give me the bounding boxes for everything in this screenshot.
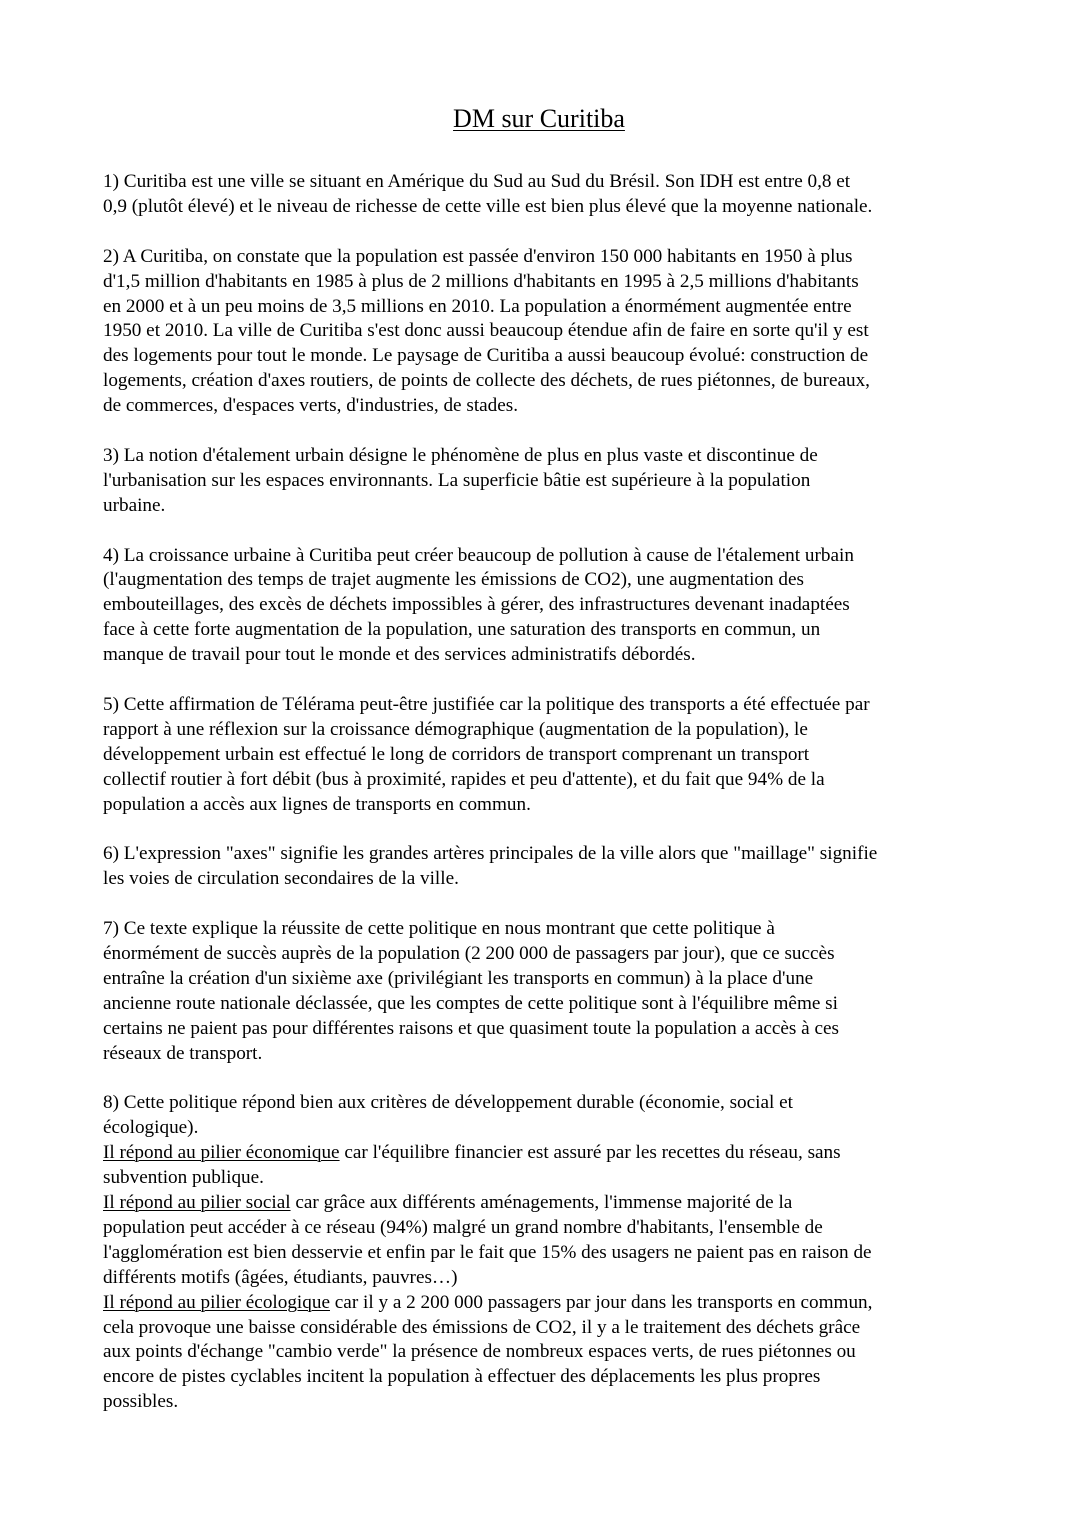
text-line: aux points d'échange "cambio verde" la présence de nombreux espaces verts, de rues piétonnes ou bbox=[103, 1341, 856, 1363]
ecological-pillar-line bbox=[103, 1291, 975, 1316]
document-body bbox=[103, 170, 975, 1415]
text-line: 3) La notion d'étalement urbain désigne le phénomène de plus en plus vaste et discontinue de bbox=[103, 444, 818, 466]
social-pillar-line bbox=[103, 1191, 975, 1216]
paragraph-5 bbox=[103, 693, 975, 818]
text-line: population a accès aux lignes de transports en commun. bbox=[103, 793, 531, 815]
economic-pillar-line bbox=[103, 1141, 975, 1166]
text-fragment: car grâce aux différents aménagements, l'immense majorité de la bbox=[290, 1192, 793, 1214]
text-line: 1950 et 2010. La ville de Curitiba s'est donc aussi beaucoup étendue afin de faire en sorte qu'il y est bbox=[103, 320, 869, 342]
text-line: face à cette forte augmentation de la population, une saturation des transports en commun, un bbox=[103, 619, 821, 641]
text-line: énormément de succès auprès de la population (2 200 000 de passagers par jour), que ce succès bbox=[103, 943, 835, 964]
paragraph-7 bbox=[103, 917, 975, 1066]
text-fragment: car il y a 2 200 000 passagers par jour dans les transports en commun, bbox=[329, 1291, 873, 1313]
text-line: l'agglomération est bien desservie et enfin par le fait que 15% des usagers ne paient pas en raison de bbox=[103, 1241, 872, 1263]
text-line: 8) Cette politique répond bien aux critères de développement durable (économie, social et bbox=[103, 1092, 793, 1114]
text-line: réseaux de transport. bbox=[103, 1042, 263, 1064]
text-line: 0,9 (plutôt élevé) et le niveau de richesse de cette ville est bien plus élevé que la moyenne nationale. bbox=[103, 195, 873, 217]
text-line: possibles. bbox=[103, 1391, 179, 1413]
text-line: de commerces, d'espaces verts, d'industries, de stades. bbox=[103, 395, 519, 417]
text-line: entraîne la création d'un sixième axe (privilégiant les transports en commun) à la place d'une bbox=[103, 967, 814, 989]
text-line: collectif routier à fort débit (bus à proximité, rapides et peu d'attente), et du fait que 94% de la bbox=[103, 768, 825, 790]
text-line: écologique). bbox=[103, 1117, 199, 1139]
social-pillar-heading: Il répond au pilier social bbox=[103, 1192, 291, 1214]
text-line: 2) A Curitiba, on constate que la population est passée d'environ 150 000 habitants en 1950 à plus bbox=[103, 245, 853, 267]
text-line: (l'augmentation des temps de trajet augmente les émissions de CO2), une augmentation des bbox=[103, 569, 804, 591]
text-line: 1) Curitiba est une ville se situant en Amérique du Sud au Sud du Brésil. Son IDH est entre 0,8 et bbox=[103, 171, 851, 192]
paragraph-4 bbox=[103, 544, 975, 669]
text-line: développement urbain est effectué le long de corridors de transport comprenant un transport bbox=[103, 743, 810, 765]
text-line: d'1,5 million d'habitants en 1985 à plus de 2 millions d'habitants en 1995 à 2,5 millions d'habitants bbox=[103, 270, 859, 292]
text-line: cela provoque une baisse considérable des émissions de CO2, il y a le traitement des déchets grâce bbox=[103, 1316, 861, 1338]
document-title: DM sur Curitiba bbox=[453, 104, 625, 133]
text-line: subvention publique. bbox=[103, 1167, 264, 1189]
text-line: 4) La croissance urbaine à Curitiba peut créer beaucoup de pollution à cause de l'étalement urbain bbox=[103, 544, 854, 566]
text-line: certains ne paient pas pour différentes raisons et que quasiment toute la population a accès à ces bbox=[103, 1017, 839, 1039]
paragraph-8 bbox=[103, 1091, 975, 1415]
text-line: population peut accéder à ce réseau (94%) malgré un grand nombre d'habitants, l'ensemble de bbox=[103, 1216, 823, 1238]
paragraph-6 bbox=[103, 842, 975, 892]
economic-pillar-heading: Il répond au pilier économique bbox=[103, 1142, 340, 1164]
text-line: les voies de circulation secondaires de la ville. bbox=[103, 868, 459, 890]
text-line: 6) L'expression "axes" signifie les grandes artères principales de la ville alors que "maillage" signifie bbox=[103, 843, 878, 865]
text-line: ancienne route nationale déclassée, que les comptes de cette politique sont à l'équilibre même si bbox=[103, 992, 838, 1014]
text-line: urbaine. bbox=[103, 494, 166, 516]
text-line: différents motifs (âgées, étudiants, pauvres…) bbox=[103, 1266, 458, 1288]
text-line: embouteillages, des excès de déchets impossibles à gérer, des infrastructures devenant inadaptées bbox=[103, 594, 850, 616]
text-line: logements, création d'axes routiers, de points de collecte des déchets, de rues piétonnes, de bureaux, bbox=[103, 370, 870, 392]
text-line: encore de pistes cyclables incitent la population à effectuer des déplacements les plus propres bbox=[103, 1366, 821, 1388]
text-line: l'urbanisation sur les espaces environnants. La superficie bâtie est supérieure à la population bbox=[103, 469, 811, 491]
text-line: manque de travail pour tout le monde et des services administratifs débordés. bbox=[103, 644, 696, 666]
ecological-pillar-heading: Il répond au pilier écologique bbox=[103, 1291, 330, 1313]
paragraph-2 bbox=[103, 245, 975, 419]
text-line: des logements pour tout le monde. Le paysage de Curitiba a aussi beaucoup évolué: construction de bbox=[103, 345, 869, 367]
text-line: 7) Ce texte explique la réussite de cette politique en nous montrant que cette politique à bbox=[103, 918, 775, 940]
paragraph-1 bbox=[103, 170, 975, 220]
text-line: rapport à une réflexion sur la croissance démographique (augmentation de la population), le bbox=[103, 718, 808, 740]
paragraph-3 bbox=[103, 444, 975, 519]
text-fragment: car l'équilibre financier est assuré par les recettes du réseau, sans bbox=[339, 1142, 841, 1164]
text-line: 5) Cette affirmation de Télérama peut-être justifiée car la politique des transports a été effectuée par bbox=[103, 693, 870, 715]
text-line: en 2000 et à un peu moins de 3,5 millions en 2010. La population a énormément augmentée entre bbox=[103, 295, 852, 317]
